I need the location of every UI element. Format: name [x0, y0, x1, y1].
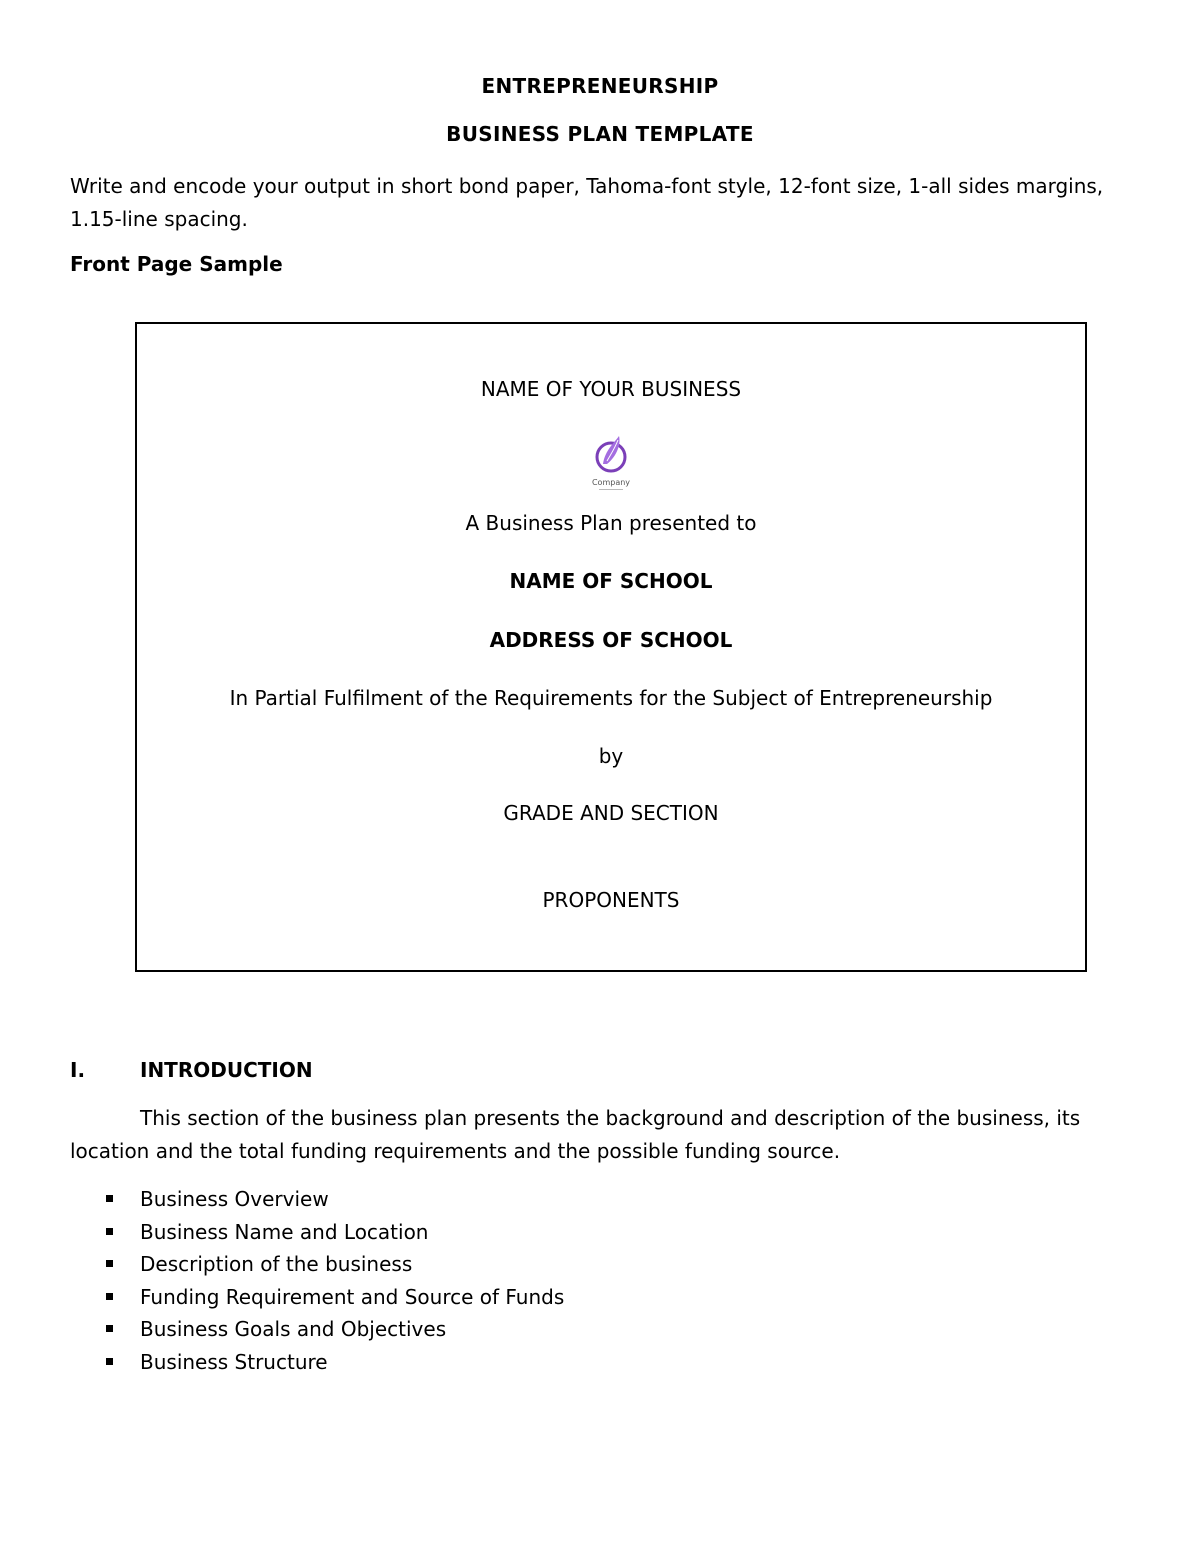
by-text: by: [598, 744, 624, 768]
section-title: INTRODUCTION: [140, 1058, 313, 1082]
list-item-label: Funding Requirement and Source of Funds: [140, 1284, 565, 1309]
list-item-label: Business Goals and Objectives: [140, 1317, 447, 1342]
bullet-icon: [106, 1260, 113, 1267]
list-item-label: Business Name and Location: [140, 1219, 429, 1244]
list-item-label: Business Structure: [140, 1349, 328, 1374]
list-item-label: Business Overview: [140, 1187, 329, 1211]
bullet-icon: [106, 1195, 113, 1202]
school-name: NAME OF SCHOOL: [509, 569, 713, 593]
fulfilment-statement: In Partial Fulfilment of the Requirements for the Subject of Entrepreneurship: [229, 686, 993, 710]
document-subtitle: BUSINESS PLAN TEMPLATE: [446, 122, 754, 146]
front-page-label: Front Page Sample: [70, 252, 283, 276]
school-address: ADDRESS OF SCHOOL: [489, 628, 733, 652]
bullet-icon: [106, 1293, 113, 1300]
bullet-icon: [106, 1228, 113, 1235]
introduction-paragraph: This section of the business plan presents the background and description of the business, its location and the total funding requirements and the possible funding source.: [70, 1106, 1081, 1163]
logo-text: Company: [591, 478, 631, 487]
business-name: NAME OF YOUR BUSINESS: [480, 377, 742, 401]
bullet-icon: [106, 1325, 113, 1332]
bullet-icon: [106, 1358, 113, 1365]
grade-section: GRADE AND SECTION: [503, 801, 719, 825]
instructions-text: Write and encode your output in short bond paper, Tahoma-font style, 12-font size, 1-all sides margins, 1.15-line spacing.: [70, 174, 1104, 231]
cover-page-sample: [135, 322, 1087, 972]
list-item-label: Description of the business: [140, 1252, 413, 1277]
document-title: ENTREPRENEURSHIP: [481, 74, 719, 98]
section-number: I.: [70, 1058, 86, 1082]
company-logo-icon: [577, 428, 645, 494]
presented-to: A Business Plan presented to: [465, 511, 757, 535]
proponents: PROPONENTS: [542, 888, 680, 912]
